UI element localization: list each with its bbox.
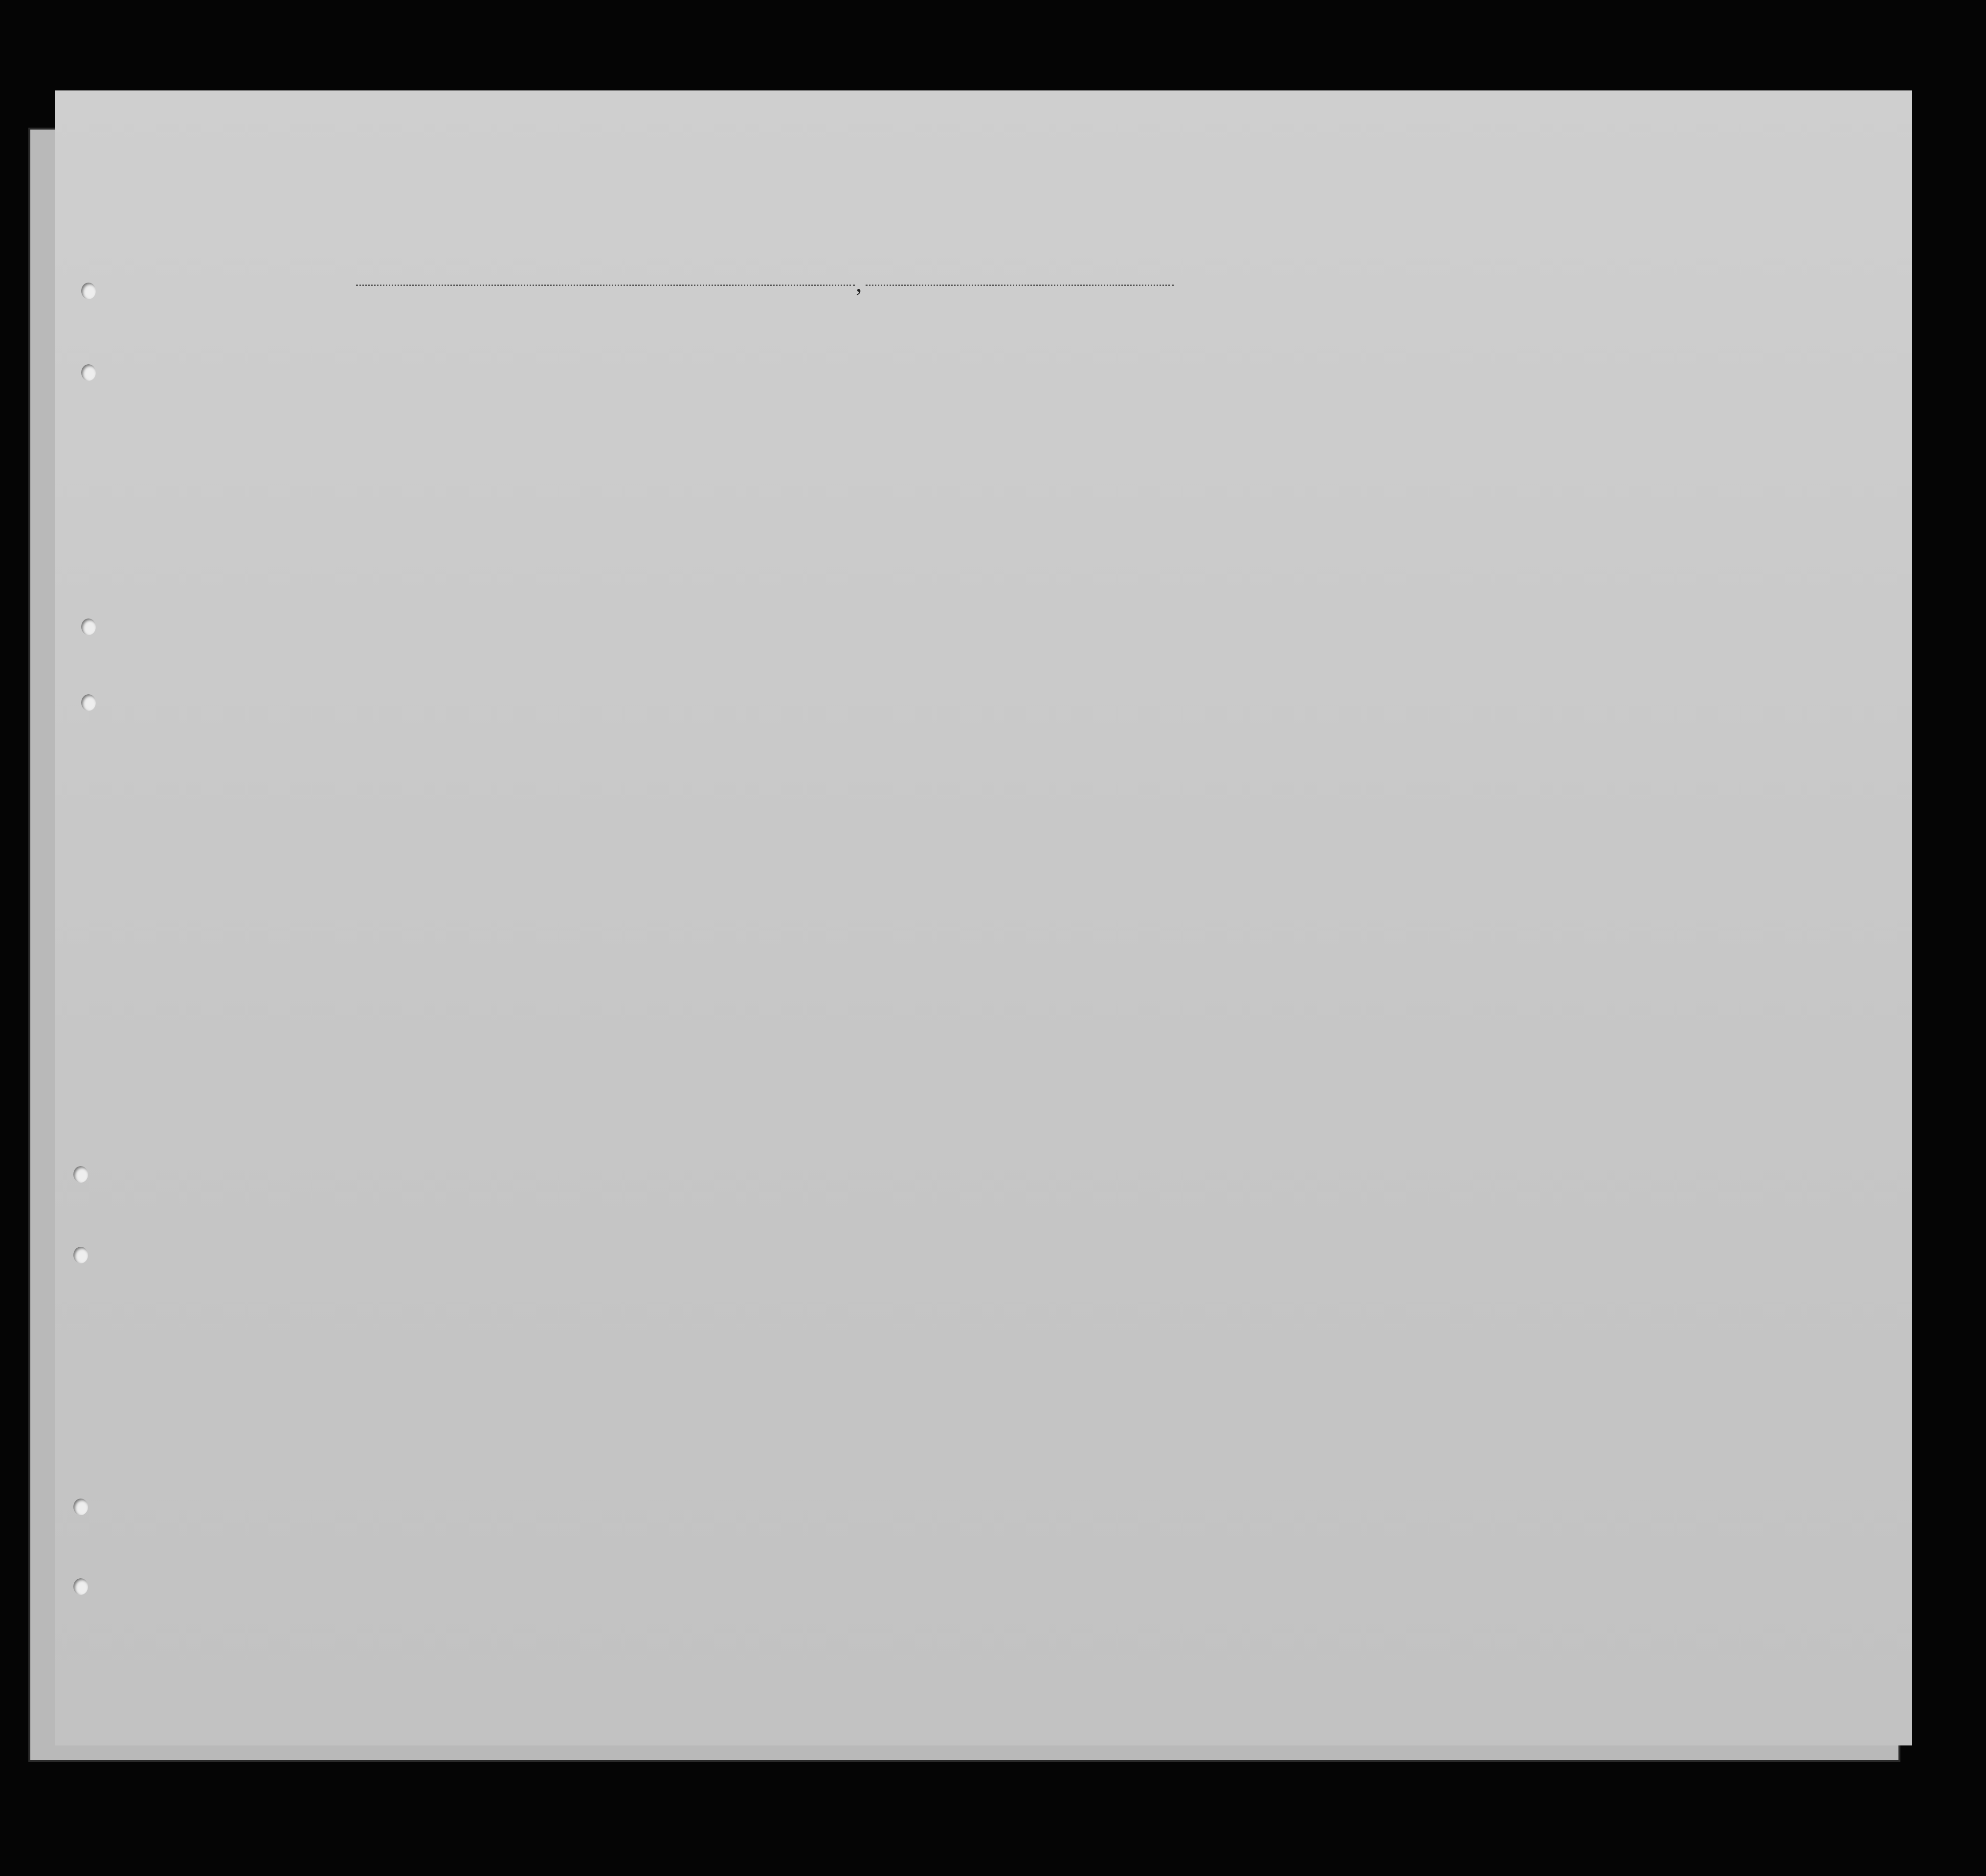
header-inches	[1626, 440, 1640, 479]
punch-hole	[73, 1499, 88, 1515]
header-prison	[1264, 357, 1298, 474]
punch-hole	[73, 1578, 88, 1595]
punch-hole	[81, 618, 96, 635]
header-purpose-a	[1117, 372, 1147, 474]
header-question-28	[1352, 357, 1396, 474]
header-purpose-b	[1161, 372, 1186, 474]
header-anarchist	[1328, 357, 1347, 474]
header-possession	[704, 342, 732, 474]
header-polygamist	[1305, 357, 1324, 474]
date-underline	[866, 285, 1174, 286]
comma: ,	[856, 269, 862, 297]
punch-hole	[81, 364, 96, 381]
port-underline	[356, 285, 855, 286]
header-purpose-c	[1205, 372, 1230, 474]
punch-hole	[81, 694, 96, 711]
header-deported	[1450, 372, 1470, 474]
header-labor-offer	[1401, 357, 1440, 474]
punch-hole	[73, 1247, 88, 1263]
header-feet	[1604, 440, 1618, 479]
header-ticket	[583, 342, 612, 474]
punch-hole	[73, 1166, 88, 1183]
punch-hole	[81, 283, 96, 299]
